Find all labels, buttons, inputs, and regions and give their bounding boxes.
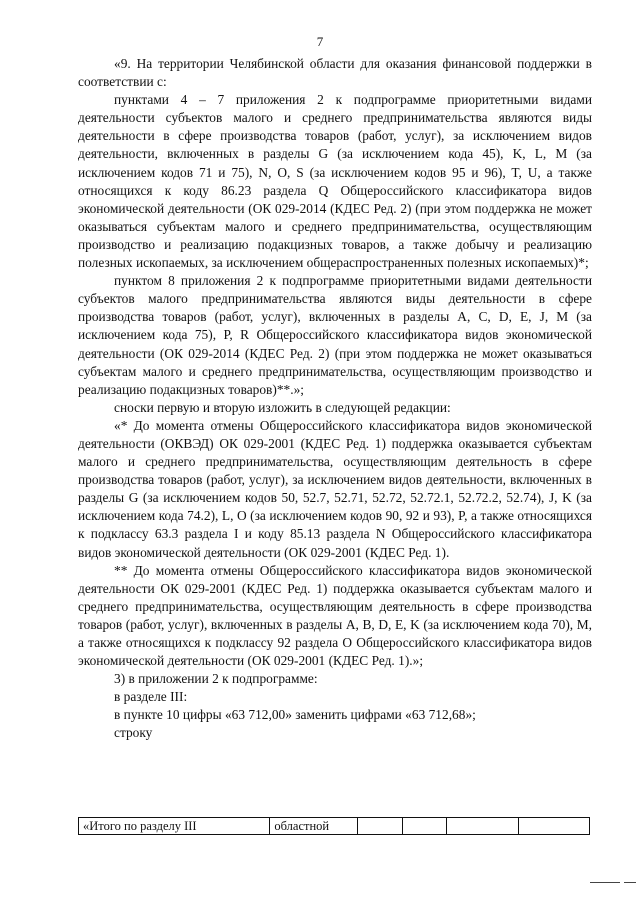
footer-rule (624, 882, 636, 883)
paragraph-item-10-replace: в пункте 10 цифры «63 712,00» заменить цифрами «63 712,68»; (114, 707, 476, 723)
paragraph-section-iii: в разделе III: (114, 689, 188, 705)
table-cell-total-label: «Итого по разделу III (79, 818, 270, 835)
paragraph-footnote-1: «* До момента отмены Общероссийского классификатора видов экономической деятельности (ОКВЭД) ОК 029-2001 (КДЕС Ред. 1) поддержка оказывается субъектам малого и среднего предпринимательства, осуществляющим деятельность в сфере производства товаров (работ, услуг), за исключением видов деятельности, включенных в разделы G (за исключением кодов 50, 52.7, 52.71, 52.72, 52.72.1, 52.72.2, 52.74), J, K (за исключением кода 74.2), L, O (за исключением кодов 90, 92 и 93), P, а также относящихся к подклассу 63.3 раздела I и коду 85.13 раздела N Общероссийского классификатора видов экономической деятельности (ОК 029-2001 (КДЕС Ред. 1). (78, 417, 592, 560)
paragraph-row-label: строку (114, 725, 153, 741)
table-row (79, 818, 590, 835)
budget-table-fragment (78, 817, 590, 835)
paragraph-items-4-7: пунктами 4 – 7 приложения 2 к подпрограмме приоритетными видами деятельности субъектов малого и среднего предпринимательства являются виды деятельности в сфере производства товаров (работ, услуг), за исключением видов деятельности, включенных в разделы G (за исключением кода 45), K, L, M (за исключением кодов 71 и 75), N, O, S (за исключением кодов 95 и 96), T, U, а также относящихся к коду 86.23 раздела Q Общероссийского классификатора видов экономической деятельности (ОК 029-2014 (КДЕС Ред. 2) (при этом поддержка не может оказываться субъектам малого и среднего предпринимательства, осуществляющим производство и реализацию подакцизных товаров, а также добычу и реализацию полезных ископаемых, за исключением общераспространенных полезных ископаемых)*; (78, 92, 592, 271)
table-cell (447, 818, 518, 835)
table-cell-budget-level: областной (270, 818, 358, 835)
document-body (78, 55, 592, 743)
paragraph-section-9-intro: «9. На территории Челябинской области для оказания финансовой поддержки в соответствии с: (78, 56, 592, 90)
paragraph-item-8: пунктом 8 приложения 2 к подпрограмме приоритетными видами деятельности субъектов малого предпринимательства являются виды деятельности в сфере производства товаров (работ, услуг), включенных в разделы A, C, D, E, J, M (за исключением кода 75), P, R Общероссийского классификатора видов экономической деятельности (ОК 029-2014 (КДЕС Ред. 2) (при этом поддержка не может оказываться субъектам малого и среднего предпринимательства, осуществляющим производство и реализацию подакцизных товаров)**.»; (78, 273, 592, 397)
footer-rule (590, 882, 620, 883)
table-cell (518, 818, 589, 835)
paragraph-appendix-2: 3) в приложении 2 к подпрограмме: (114, 671, 318, 687)
table-cell (402, 818, 446, 835)
paragraph-footnote-2: ** До момента отмены Общероссийского классификатора видов экономической деятельности ОК 029-2001 (КДЕС Ред. 1) поддержка оказывается субъектам малого и среднего предпринимательства, осуществляющим деятельность в сфере производства товаров (работ, услуг), включенных в разделы A, B, D, E, K (за исключением кода 70), M, а также относящихся к подклассу 92 раздела O Общероссийского классификатора видов экономической деятельности (ОК 029-2001 (КДЕС Ред. 1).»; (78, 562, 592, 669)
page-number: 7 (316, 34, 324, 49)
table-cell (358, 818, 402, 835)
paragraph-footnotes-instruction: сноски первую и вторую изложить в следующей редакции: (114, 399, 451, 415)
